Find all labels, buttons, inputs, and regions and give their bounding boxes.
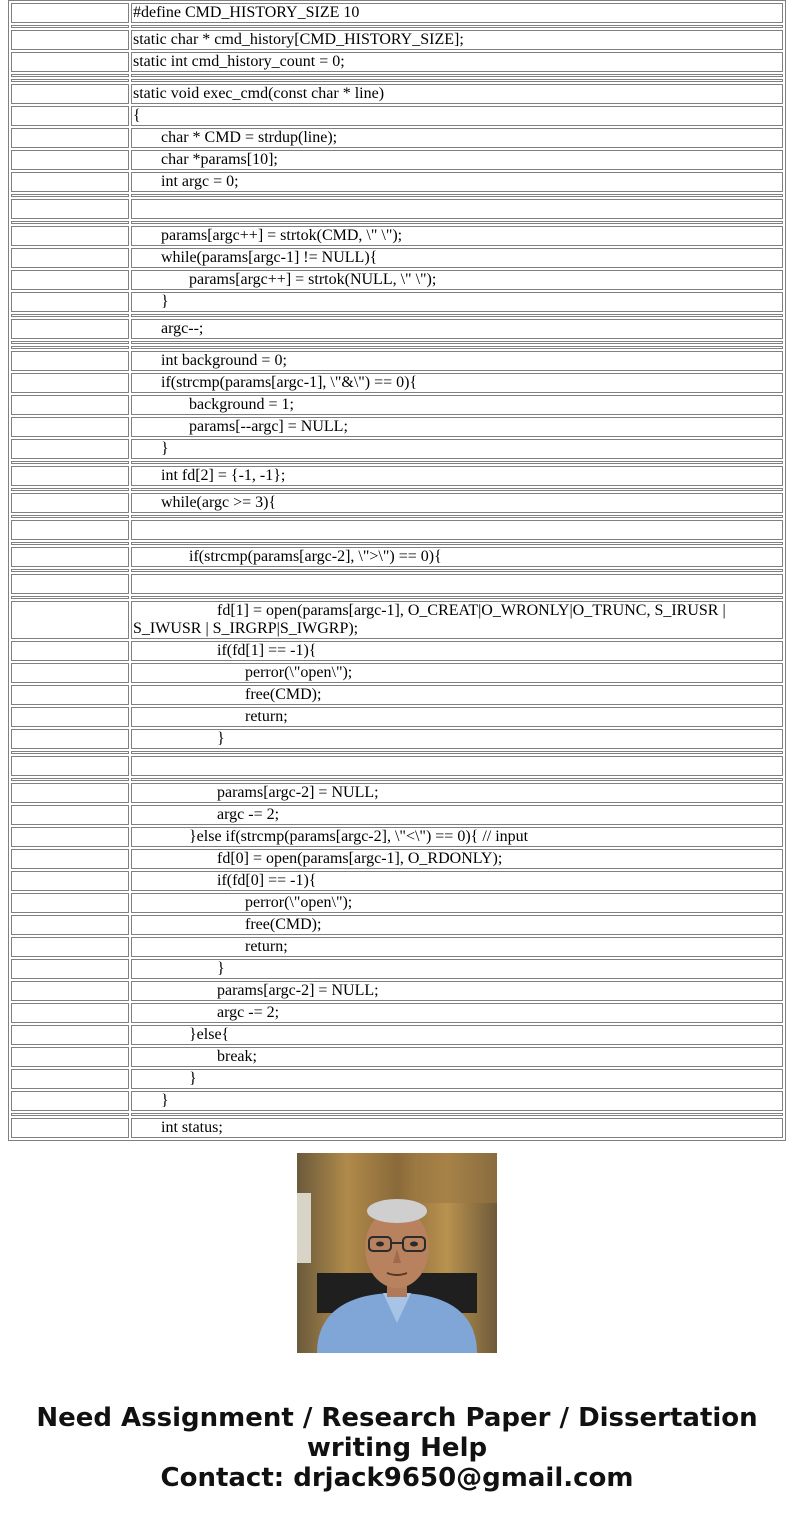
author-avatar xyxy=(297,1153,497,1353)
code-line: } xyxy=(131,729,783,749)
banner-line-1: Need Assignment / Research Paper / Dissertation xyxy=(36,1403,758,1433)
code-row xyxy=(11,937,783,957)
code-row xyxy=(11,1003,783,1023)
separator-cell xyxy=(11,596,129,599)
line-number-cell xyxy=(11,248,129,268)
code-line: }else if(strcmp(params[argc-2], \"<\") == 0){ // input xyxy=(131,827,783,847)
code-row xyxy=(11,1118,783,1138)
line-number-cell xyxy=(11,685,129,705)
line-number-cell xyxy=(11,493,129,513)
line-number-cell xyxy=(11,270,129,290)
line-number-cell xyxy=(11,150,129,170)
code-row xyxy=(11,849,783,869)
line-number-cell xyxy=(11,292,129,312)
code-line xyxy=(131,199,783,219)
separator-cell xyxy=(131,25,783,28)
separator-cell xyxy=(11,221,129,224)
code-line: } xyxy=(131,292,783,312)
line-number-cell xyxy=(11,1118,129,1138)
code-table-body xyxy=(11,3,783,1138)
line-number-cell xyxy=(11,172,129,192)
separator-cell xyxy=(11,569,129,572)
code-line: static void exec_cmd(const char * line) xyxy=(131,84,783,104)
separator-cell xyxy=(11,542,129,545)
separator-cell xyxy=(131,79,783,82)
separator-cell xyxy=(131,74,783,77)
code-line: fd[1] = open(params[argc-1], O_CREAT|O_WRONLY|O_TRUNC, S_IRUSR | S_IWUSR | S_IRGRP|S_IWGRP); xyxy=(131,601,783,639)
code-line: int fd[2] = {-1, -1}; xyxy=(131,466,783,486)
code-line: fd[0] = open(params[argc-1], O_RDONLY); xyxy=(131,849,783,869)
separator-cell xyxy=(131,1113,783,1116)
code-line: params[argc++] = strtok(NULL, \" \"); xyxy=(131,270,783,290)
separator-row xyxy=(11,346,783,349)
banner-contact: Contact: drjack9650@gmail.com xyxy=(160,1463,634,1493)
code-row xyxy=(11,729,783,749)
code-table xyxy=(8,0,786,1141)
separator-row xyxy=(11,751,783,754)
code-row xyxy=(11,641,783,661)
code-line: } xyxy=(131,1091,783,1111)
code-row xyxy=(11,226,783,246)
line-number-cell xyxy=(11,3,129,23)
code-line: params[argc-2] = NULL; xyxy=(131,981,783,1001)
code-row xyxy=(11,466,783,486)
separator-cell xyxy=(11,79,129,82)
code-row xyxy=(11,1069,783,1089)
code-line: perror(\"open\"); xyxy=(131,663,783,683)
line-number-cell xyxy=(11,84,129,104)
code-line: if(strcmp(params[argc-1], \"&\") == 0){ xyxy=(131,373,783,393)
line-number-cell xyxy=(11,981,129,1001)
separator-cell xyxy=(11,1113,129,1116)
code-line: perror(\"open\"); xyxy=(131,893,783,913)
line-number-cell xyxy=(11,729,129,749)
separator-cell xyxy=(131,461,783,464)
line-number-cell xyxy=(11,756,129,776)
code-line: argc -= 2; xyxy=(131,1003,783,1023)
code-row xyxy=(11,827,783,847)
code-line: char * CMD = strdup(line); xyxy=(131,128,783,148)
line-number-cell xyxy=(11,574,129,594)
line-number-cell xyxy=(11,707,129,727)
code-row xyxy=(11,601,783,639)
separator-cell xyxy=(11,751,129,754)
code-row xyxy=(11,805,783,825)
separator-row xyxy=(11,488,783,491)
line-number-cell xyxy=(11,417,129,437)
code-row xyxy=(11,547,783,567)
line-number-cell xyxy=(11,871,129,891)
code-line: } xyxy=(131,959,783,979)
code-row xyxy=(11,1025,783,1045)
separator-row xyxy=(11,596,783,599)
code-line xyxy=(131,520,783,540)
code-row xyxy=(11,128,783,148)
code-row xyxy=(11,959,783,979)
code-row xyxy=(11,663,783,683)
promo-banner xyxy=(0,1403,794,1493)
separator-cell xyxy=(11,341,129,344)
code-line: int argc = 0; xyxy=(131,172,783,192)
line-number-cell xyxy=(11,915,129,935)
code-row xyxy=(11,248,783,268)
code-row xyxy=(11,417,783,437)
code-line: static char * cmd_history[CMD_HISTORY_SIZE]; xyxy=(131,30,783,50)
code-row xyxy=(11,3,783,23)
separator-cell xyxy=(11,778,129,781)
code-line xyxy=(131,756,783,776)
code-row xyxy=(11,1047,783,1067)
separator-row xyxy=(11,25,783,28)
line-number-cell xyxy=(11,805,129,825)
code-line: return; xyxy=(131,707,783,727)
code-row xyxy=(11,106,783,126)
code-line: params[argc++] = strtok(CMD, \" \"); xyxy=(131,226,783,246)
code-line: } xyxy=(131,439,783,459)
code-row xyxy=(11,30,783,50)
line-number-cell xyxy=(11,1003,129,1023)
code-row xyxy=(11,52,783,72)
code-line: argc--; xyxy=(131,319,783,339)
code-line: free(CMD); xyxy=(131,915,783,935)
code-line: int status; xyxy=(131,1118,783,1138)
code-line: while(argc >= 3){ xyxy=(131,493,783,513)
code-row xyxy=(11,685,783,705)
separator-row xyxy=(11,79,783,82)
code-row xyxy=(11,395,783,415)
code-line: if(fd[1] == -1){ xyxy=(131,641,783,661)
code-row xyxy=(11,351,783,371)
line-number-cell xyxy=(11,849,129,869)
code-line: params[argc-2] = NULL; xyxy=(131,783,783,803)
separator-cell xyxy=(11,461,129,464)
separator-row xyxy=(11,778,783,781)
code-line: argc -= 2; xyxy=(131,805,783,825)
separator-row xyxy=(11,461,783,464)
separator-row xyxy=(11,1113,783,1116)
code-line: free(CMD); xyxy=(131,685,783,705)
separator-cell xyxy=(131,515,783,518)
separator-cell xyxy=(131,194,783,197)
line-number-cell xyxy=(11,319,129,339)
line-number-cell xyxy=(11,373,129,393)
code-line: int background = 0; xyxy=(131,351,783,371)
separator-row xyxy=(11,341,783,344)
code-line: if(fd[0] == -1){ xyxy=(131,871,783,891)
line-number-cell xyxy=(11,1047,129,1067)
line-number-cell xyxy=(11,1091,129,1111)
code-line: if(strcmp(params[argc-2], \">\") == 0){ xyxy=(131,547,783,567)
line-number-cell xyxy=(11,106,129,126)
code-row xyxy=(11,493,783,513)
separator-row xyxy=(11,314,783,317)
code-row xyxy=(11,373,783,393)
code-row xyxy=(11,707,783,727)
separator-cell xyxy=(131,751,783,754)
line-number-cell xyxy=(11,893,129,913)
code-line: params[--argc] = NULL; xyxy=(131,417,783,437)
code-line: }else{ xyxy=(131,1025,783,1045)
line-number-cell xyxy=(11,959,129,979)
separator-row xyxy=(11,74,783,77)
separator-row xyxy=(11,194,783,197)
separator-cell xyxy=(11,515,129,518)
code-row xyxy=(11,199,783,219)
code-line: static int cmd_history_count = 0; xyxy=(131,52,783,72)
code-line: return; xyxy=(131,937,783,957)
code-row xyxy=(11,270,783,290)
line-number-cell xyxy=(11,466,129,486)
separator-cell xyxy=(131,346,783,349)
code-row xyxy=(11,84,783,104)
separator-row xyxy=(11,569,783,572)
line-number-cell xyxy=(11,439,129,459)
separator-cell xyxy=(11,74,129,77)
line-number-cell xyxy=(11,783,129,803)
line-number-cell xyxy=(11,827,129,847)
code-row xyxy=(11,981,783,1001)
code-row xyxy=(11,915,783,935)
line-number-cell xyxy=(11,199,129,219)
separator-row xyxy=(11,515,783,518)
line-number-cell xyxy=(11,128,129,148)
code-line: char *params[10]; xyxy=(131,150,783,170)
line-number-cell xyxy=(11,520,129,540)
separator-cell xyxy=(131,488,783,491)
line-number-cell xyxy=(11,1069,129,1089)
line-number-cell xyxy=(11,641,129,661)
code-line: #define CMD_HISTORY_SIZE 10 xyxy=(131,3,783,23)
separator-cell xyxy=(131,596,783,599)
line-number-cell xyxy=(11,547,129,567)
separator-row xyxy=(11,221,783,224)
code-row xyxy=(11,172,783,192)
code-row xyxy=(11,871,783,891)
author-photo-icon xyxy=(297,1153,497,1353)
code-row xyxy=(11,783,783,803)
line-number-cell xyxy=(11,351,129,371)
separator-cell xyxy=(131,542,783,545)
banner-line-2: writing Help xyxy=(306,1433,488,1463)
code-row xyxy=(11,1091,783,1111)
line-number-cell xyxy=(11,937,129,957)
separator-cell xyxy=(11,194,129,197)
line-number-cell xyxy=(11,1025,129,1045)
code-row xyxy=(11,893,783,913)
code-row xyxy=(11,319,783,339)
code-row xyxy=(11,574,783,594)
code-row xyxy=(11,756,783,776)
code-line xyxy=(131,574,783,594)
separator-cell xyxy=(131,314,783,317)
line-number-cell xyxy=(11,226,129,246)
separator-cell xyxy=(11,314,129,317)
code-line: } xyxy=(131,1069,783,1089)
line-number-cell xyxy=(11,30,129,50)
separator-cell xyxy=(131,341,783,344)
separator-cell xyxy=(11,346,129,349)
line-number-cell xyxy=(11,52,129,72)
code-row xyxy=(11,292,783,312)
code-row xyxy=(11,520,783,540)
code-line: { xyxy=(131,106,783,126)
separator-cell xyxy=(131,221,783,224)
separator-cell xyxy=(11,25,129,28)
line-number-cell xyxy=(11,601,129,639)
separator-cell xyxy=(11,488,129,491)
line-number-cell xyxy=(11,663,129,683)
line-number-cell xyxy=(11,395,129,415)
code-row xyxy=(11,150,783,170)
code-line: background = 1; xyxy=(131,395,783,415)
separator-row xyxy=(11,542,783,545)
code-line: break; xyxy=(131,1047,783,1067)
separator-cell xyxy=(131,569,783,572)
code-row xyxy=(11,439,783,459)
code-line: while(params[argc-1] != NULL){ xyxy=(131,248,783,268)
separator-cell xyxy=(131,778,783,781)
